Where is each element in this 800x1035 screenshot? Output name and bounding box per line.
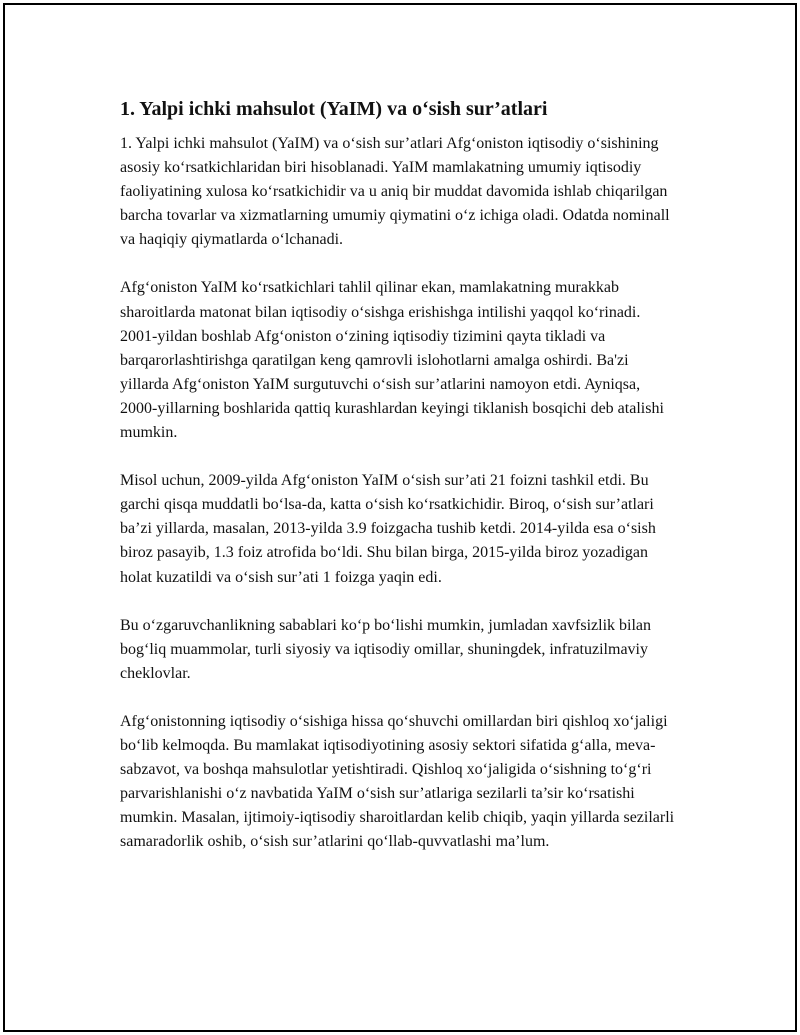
- paragraph-gdp-analysis: Afg‘oniston YaIM ko‘rsatkichlari tahlil qilinar ekan, mamlakatning murakkab sharoitlarda matonat bilan iqtisodiy o‘sishga erishishga intilishi yaqqol ko‘rinadi. 2001-yildan boshlab Afg‘oniston o‘zining iqtisodiy tizimini qayta tikladi va barqarorlashtirishga qaratilgan keng qamrovli islohotlarni amalga oshirdi. Ba'zi yillarda Afg‘oniston YaIM surgutuvchi o‘sish sur’atlarini namoyon etdi. Ayniqsa, 2000-yillarning boshlarida qattiq kurashlardan keyingi tiklanish bosqichi deb atalishi mumkin.: [120, 279, 664, 442]
- paragraph-gdp-intro: 1. Yalpi ichki mahsulot (YaIM) va o‘sish sur’atlari Afg‘oniston iqtisodiy o‘sishining asosiy ko‘rsatkichlaridan biri hisoblanadi. YaIM mamlakatning umumiy iqtisodiy faoliyatining xulosa ko‘rsatkichidir va u aniq bir muddat davomida ishlab chiqarilgan barcha tovarlar va xizmatlarning umumiy qiymatini o‘z ichiga oladi. Odatda nominall va haqiqiy qiymatlarda o‘lchanadi.: [120, 135, 670, 249]
- paragraph-growth-examples: Misol uchun, 2009-yilda Afg‘oniston YaIM o‘sish sur’ati 21 foizni tashkil etdi. Bu garchi qisqa muddatli bo‘lsa-da, katta o‘sish ko‘rsatkichidir. Biroq, o‘sish sur’atlari ba’zi yillarda, masalan, 2013-yilda 3.9 foizgacha tushib ketdi. 2014-yilda esa o‘sish biroz pasayib, 1.3 foiz atrofida bo‘ldi. Shu bilan birga, 2015-yilda biroz yozadigan holat kuzatildi va o‘sish sur’ati 1 foizga yaqin edi.: [120, 472, 656, 586]
- paragraph-volatility-reasons: Bu o‘zgaruvchanlikning sabablari ko‘p bo‘lishi mumkin, jumladan xavfsizlik bilan bog‘liq muammolar, turli siyosiy va iqtisodiy omillar, shuningdek, infratuzilmaviy cheklovlar.: [120, 616, 651, 682]
- paragraph-agriculture: Afg‘onistonning iqtisodiy o‘sishiga hissa qo‘shuvchi omillardan biri qishloq xo‘jaligi bo‘lib kelmoqda. Bu mamlakat iqtisodiyotining asosiy sektori sifatida g‘alla, meva-sabzavot, va boshqa mahsulotlar yetishtiradi. Qishloq xo‘jaligida o‘sishning to‘g‘ri parvarishlanishi o‘z navbatida YaIM o‘sish sur’atlariga sezilarli ta’sir ko‘rsatishi mumkin. Masalan, ijtimoiy-iqtisodiy sharoitlardan kelib chiqib, yaqin yillarda sezilarli samaradorlik oshib, o‘sish sur’atlarini qo‘llab-quvvatlashi ma’lum.: [120, 712, 675, 851]
- section-heading: 1. Yalpi ichki mahsulot (YaIM) va o‘sish sur’atlari: [120, 98, 548, 120]
- document-body: [120, 95, 680, 878]
- page-frame: [3, 3, 797, 1032]
